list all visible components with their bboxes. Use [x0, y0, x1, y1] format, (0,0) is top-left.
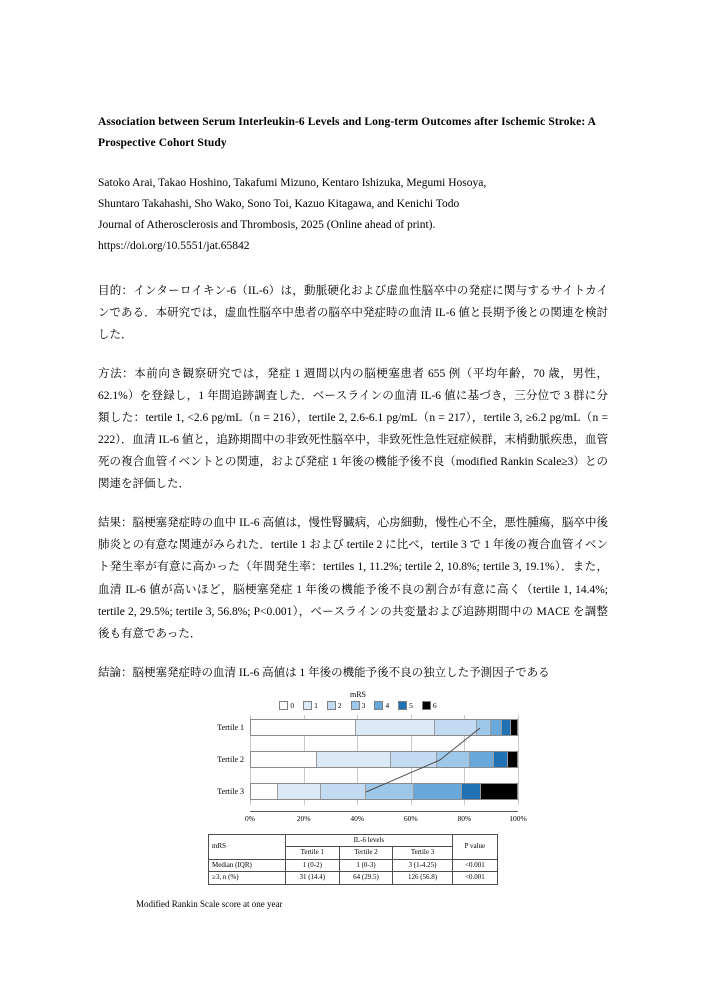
table-header-mrs: mRS [209, 834, 286, 859]
chart-legend [108, 701, 608, 710]
chart-seg-2-4 [413, 784, 461, 799]
chart-bar-2 [250, 783, 518, 800]
legend-swatch-2 [327, 701, 336, 710]
table-cell-1-1: 31 (14.4) [285, 872, 339, 884]
chart-seg-2-2 [320, 784, 366, 799]
table-group-header-il6: IL-6 levels [285, 834, 452, 846]
chart-row-label-2: Tertile 3 [217, 787, 244, 797]
x-tick-1: 20% [296, 813, 311, 823]
table-header-pvalue: P value [452, 834, 497, 859]
figure-mrs-distribution [98, 690, 608, 909]
table-row [209, 859, 498, 871]
chart-row-label-0: Tertile 1 [217, 723, 244, 733]
x-tick-0: 0% [245, 813, 255, 823]
legend-swatch-5 [398, 701, 407, 710]
legend-label-3: 3 [361, 700, 366, 710]
authors-line-1: Satoko Arai, Takao Hoshino, Takafumi Mizuno, Kentaro Ishizuka, Megumi Hosoya, [98, 176, 487, 189]
chart-row-tertile-2 [188, 747, 518, 773]
legend-swatch-0 [279, 701, 288, 710]
chart-rows [188, 715, 518, 805]
chart-seg-2-6 [480, 784, 517, 799]
table-header-tertile-1: Tertile 1 [285, 847, 339, 859]
table-cell-0-1: 1 (0-2) [285, 859, 339, 871]
legend-item-3 [351, 701, 366, 710]
x-tick-3: 60% [403, 813, 418, 823]
chart-seg-0-2 [434, 720, 476, 735]
legend-swatch-1 [303, 701, 312, 710]
abstract-methods: 方法：本前向き観察研究では，発症 1 週間以内の脳梗塞患者 655 例（平均年齢，70 歳，男性，62.1%）を登録し，1 年間追跡調査した．ベースラインの血清 IL-6 値に基づき，三分位で 3 群に分類した：tertile 1, <2.6 pg/mL（n = 216），tertile 2, 2.6-6.1 pg/mL（n = 217），tertile 3, ≥6.2 pg/mL（n = 222）．血清 IL-6 値と，追跡期間中の非致死性脳卒中，非致死性急性冠症候群，末梢動脈疾患，血管死の複合血管イベントとの関連，および発症 1 年後の機能予後不良（modified Rankin Scale≥3）との関連を評価した． [98, 367, 608, 491]
table-header-tertile-3: Tertile 3 [393, 847, 452, 859]
authors-line-2: Shuntaro Takahashi, Sho Wako, Sono Toi, Kazuo Kitagawa, and Kenichi Todo [98, 197, 460, 210]
chart-seg-0-1 [355, 720, 434, 735]
chart-seg-0-6 [510, 720, 518, 735]
chart-seg-1-1 [316, 752, 390, 767]
table-header-tertile-2: Tertile 2 [339, 847, 393, 859]
x-tick-5: 100% [509, 813, 527, 823]
chart-seg-1-5 [493, 752, 507, 767]
authors-block [98, 173, 608, 258]
legend-item-4 [374, 701, 389, 710]
table-row [209, 872, 498, 884]
table-cell-0-4: <0.001 [452, 859, 497, 871]
legend-item-5 [398, 701, 413, 710]
chart-seg-1-0 [251, 752, 316, 767]
chart-x-axis [245, 811, 527, 826]
chart-seg-0-5 [501, 720, 510, 735]
chart-seg-1-3 [436, 752, 468, 767]
abstract-objective: 目的：インターロイキン-6（IL-6）は，動脈硬化および虚血性脳卒中の発症に関与するサイトカインである．本研究では，虚血性脳卒中患者の脳卒中発症時の血清 IL-6 値と長期予後との関連を検討した． [98, 284, 608, 341]
chart-seg-2-1 [277, 784, 320, 799]
table-cell-1-0: ≥3, n (%) [209, 872, 286, 884]
table-cell-1-4: <0.001 [452, 872, 497, 884]
table-cell-1-3: 126 (56.8) [393, 872, 452, 884]
table-cell-1-2: 64 (29.5) [339, 872, 393, 884]
chart-seg-1-2 [390, 752, 437, 767]
legend-label-0: 0 [290, 700, 295, 710]
legend-item-1 [303, 701, 318, 710]
figure-caption: Modified Rankin Scale score at one year [136, 898, 283, 909]
page-title: Association between Serum Interleukin-6 Levels and Long-term Outcomes after Ischemic Stroke: A Prospective Cohort Study [98, 116, 596, 150]
table-header-row-1 [209, 834, 498, 846]
chart-seg-0-3 [476, 720, 490, 735]
chart-plot-area [188, 715, 527, 826]
table-cell-0-2: 1 (0-3) [339, 859, 393, 871]
chart-row-tertile-1 [188, 715, 518, 741]
chart-seg-2-5 [461, 784, 480, 799]
chart-row-label-1: Tertile 2 [217, 755, 244, 765]
chart-seg-2-0 [251, 784, 277, 799]
legend-label-4: 4 [385, 700, 390, 710]
chart-seg-1-4 [469, 752, 493, 767]
chart-seg-1-6 [507, 752, 517, 767]
doi-link[interactable]: https://doi.org/10.5551/jat.65842 [98, 240, 250, 253]
table-cell-0-0: Median (IQR) [209, 859, 286, 871]
chart-row-tertile-3 [188, 779, 518, 805]
x-tick-4: 80% [457, 813, 472, 823]
abstract-conclusion: 結論：脳梗塞発症時の血清 IL-6 高値は 1 年後の機能予後不良の独立した予測因子である [98, 666, 550, 679]
chart-seg-2-3 [365, 784, 413, 799]
chart-seg-0-4 [490, 720, 501, 735]
legend-item-6 [422, 701, 437, 710]
chart-seg-0-0 [251, 720, 355, 735]
legend-swatch-3 [351, 701, 360, 710]
legend-item-0 [279, 701, 294, 710]
chart-bar-1 [250, 751, 518, 768]
legend-label-1: 1 [314, 700, 318, 710]
legend-label-5: 5 [409, 700, 413, 710]
table-cell-0-3: 3 (1-4.25) [393, 859, 452, 871]
x-tick-2: 40% [350, 813, 365, 823]
journal-reference: Journal of Atherosclerosis and Thrombosis, 2025 (Online ahead of print). [98, 219, 436, 232]
legend-label-6: 6 [432, 700, 437, 710]
abstract-results: 結果：脳梗塞発症時の血中 IL-6 高値は，慢性腎臓病，心房細動，慢性心不全，悪性腫瘍，脳卒中後肺炎との有意な関連がみられた．tertile 1 および tertile 2 に比べ，tertile 3 で 1 年後の複合血管イベント発生率が有意に高かった（年間発生率：tertiles 1, 11.2%; tertile 2, 10.8%; tertile 3, 19.1%）．また，血清 IL-6 値が高いほど，脳梗塞発症 1 年後の機能予後不良の割合が有意に高く（tertile 1, 14.4%; tertile 2, 29.5%; tertile 3, 56.8%; P<0.001），ベースラインの共変量および追跡期間中の MACE を調整後も有意であった． [98, 517, 608, 640]
legend-swatch-4 [374, 701, 383, 710]
figure-data-table [208, 834, 498, 885]
chart-title: mRS [349, 689, 366, 699]
legend-swatch-6 [422, 701, 431, 710]
chart-bar-0 [250, 719, 518, 736]
legend-item-2 [327, 701, 342, 710]
legend-label-2: 2 [337, 700, 342, 710]
